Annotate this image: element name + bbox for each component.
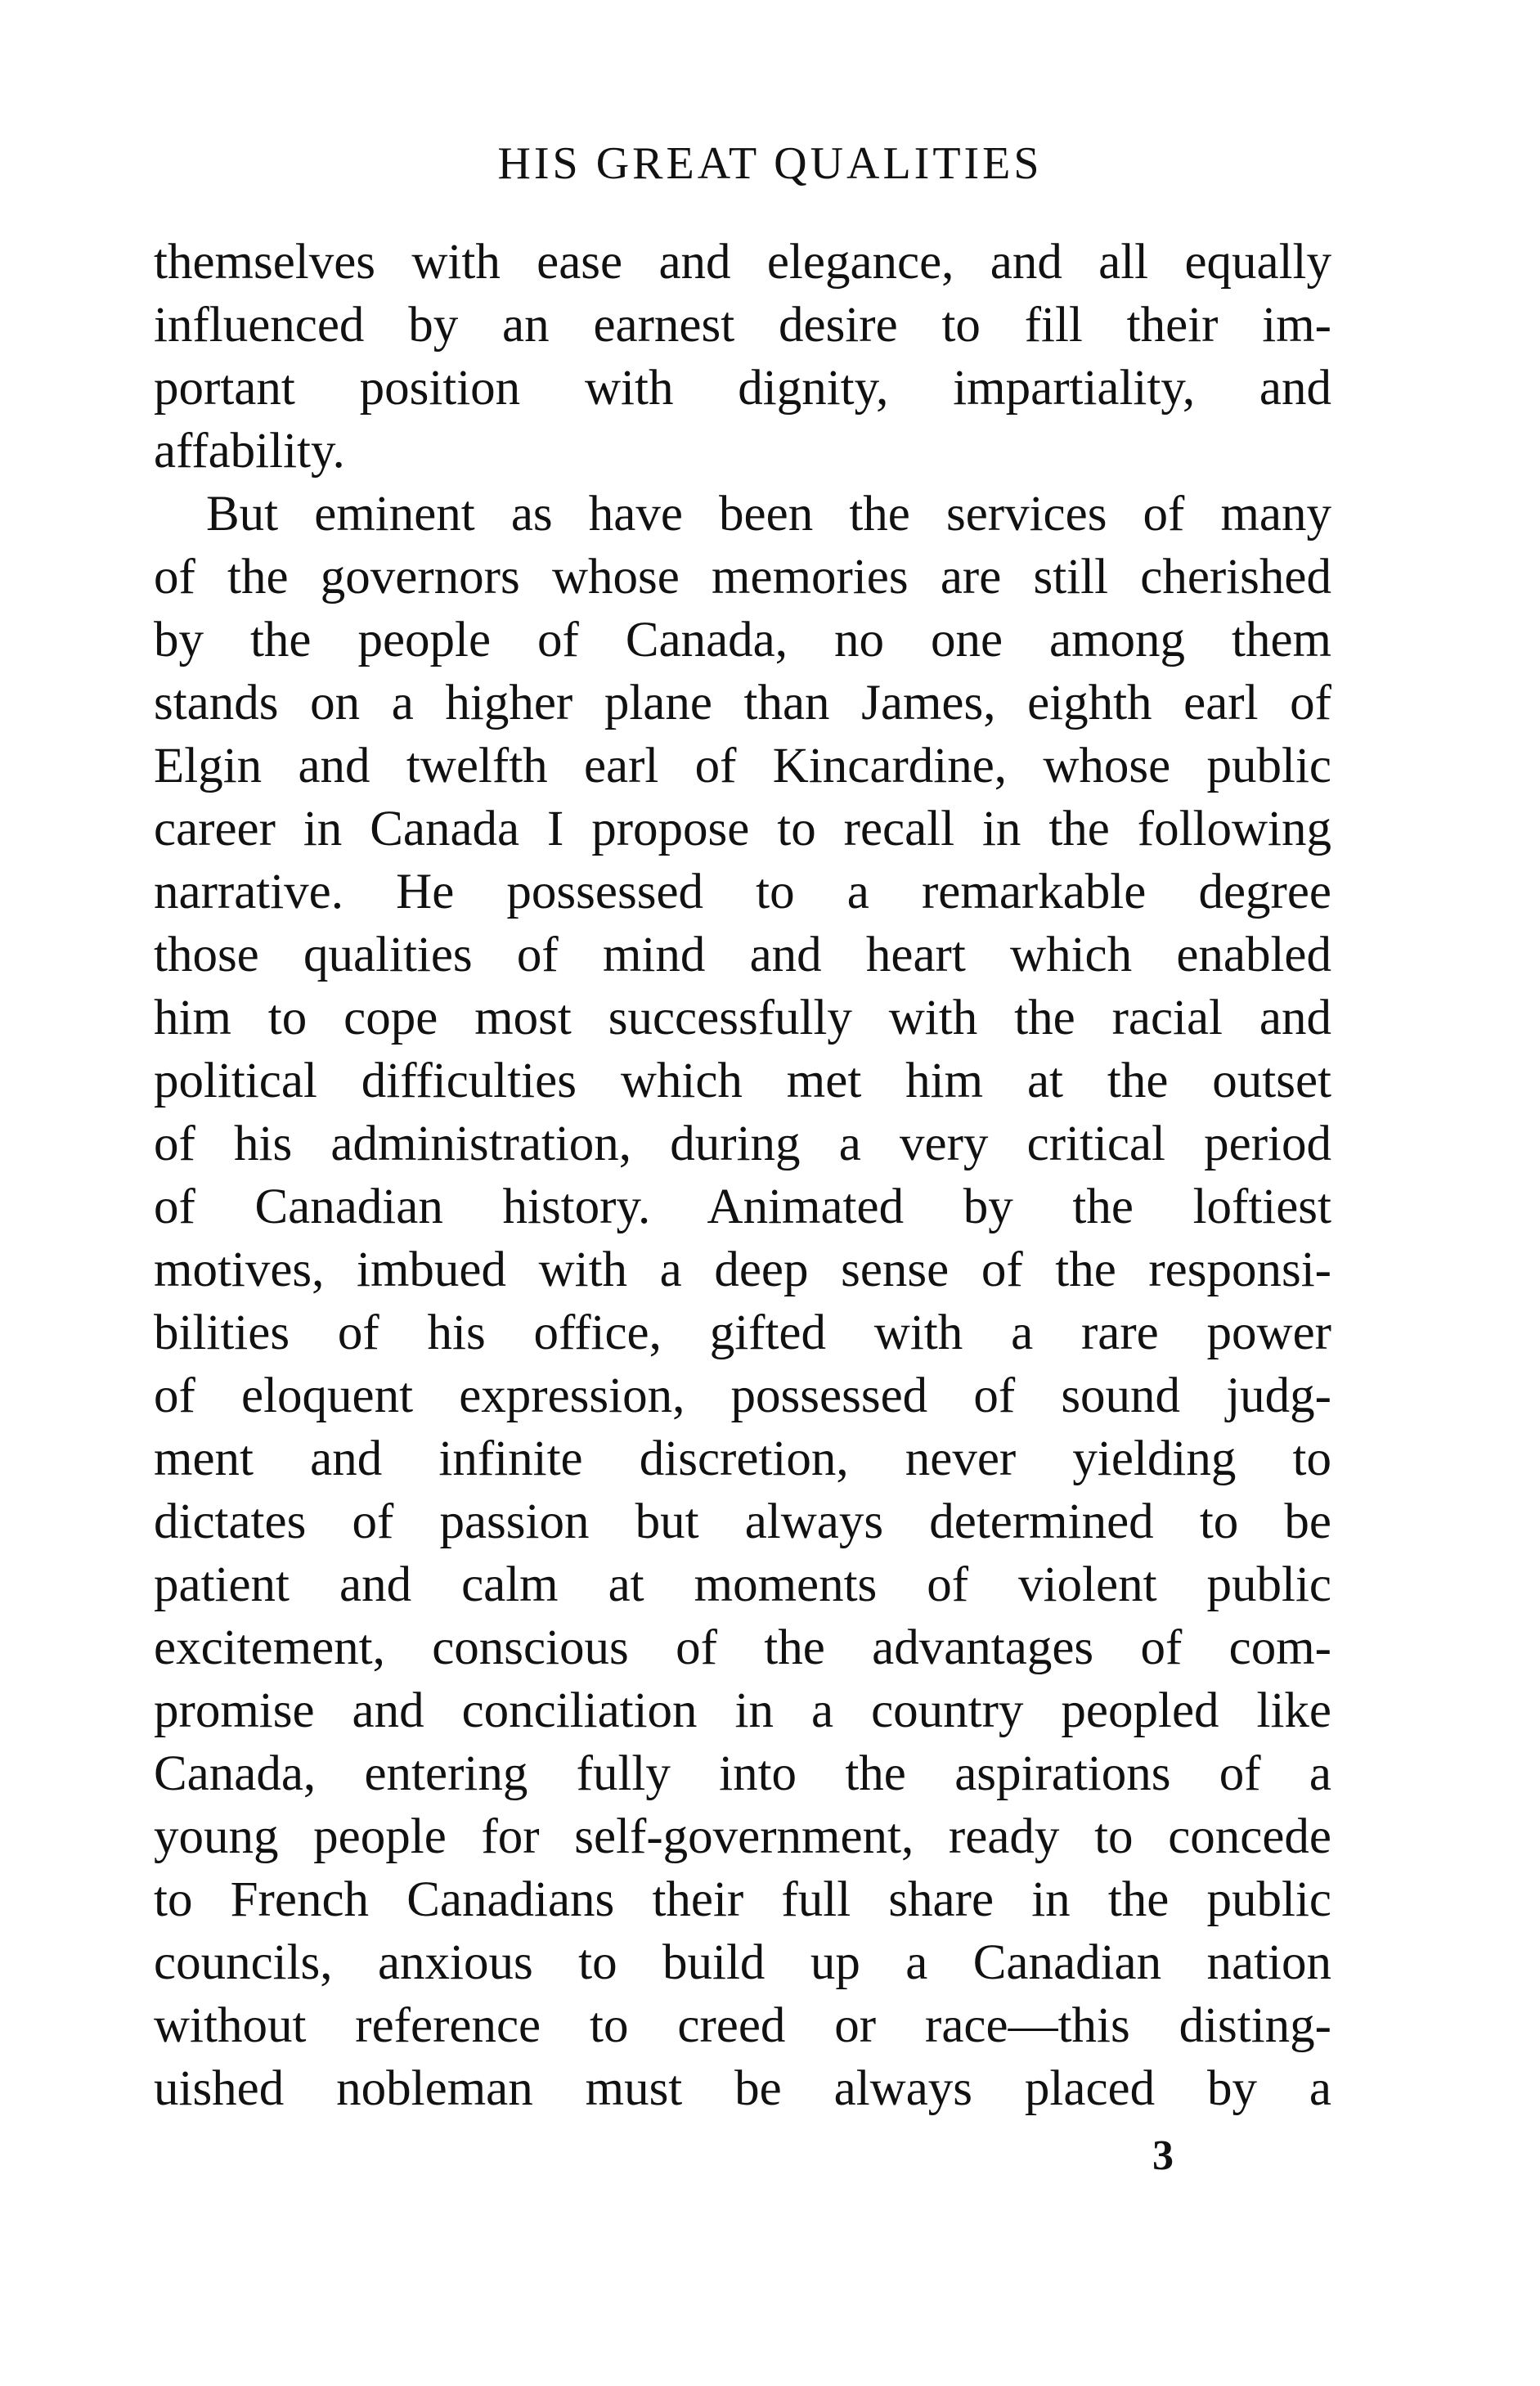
text-line: narrative. He possessed to a remarkable degree (154, 865, 1331, 919)
text-line: promise and conciliation in a country peopled like (154, 1683, 1331, 1738)
text-line: influenced by an earnest desire to fill their im- (154, 298, 1331, 353)
text-line: by the people of Canada, no one among them (154, 613, 1331, 667)
text-line: councils, anxious to build up a Canadian nation (154, 1935, 1331, 1990)
paragraph-start-line: But eminent as have been the services of many (206, 487, 1331, 541)
text-line: excitement, conscious of the advantages of com- (154, 1620, 1331, 1675)
text-line: Elgin and twelfth earl of Kincardine, whose public (154, 739, 1331, 793)
text-line: themselves with ease and elegance, and all equally (154, 235, 1331, 290)
text-line: bilities of his office, gifted with a rare power (154, 1305, 1331, 1360)
body-text (154, 231, 1331, 2120)
text-line: of his administration, during a very critical period (154, 1117, 1331, 1171)
text-line: affability. (154, 424, 345, 479)
text-line: stands on a higher plane than James, eighth earl of (154, 676, 1331, 730)
text-line: without reference to creed or race—this disting- (154, 1998, 1331, 2053)
text-line: of the governors whose memories are still cherished (154, 550, 1331, 604)
text-line: patient and calm at moments of violent public (154, 1557, 1331, 1612)
text-line: Canada, entering fully into the aspirations of a (154, 1746, 1331, 1801)
running-head: HIS GREAT QUALITIES (497, 138, 1043, 189)
page-number: 3 (1152, 2132, 1174, 2179)
text-line: young people for self-government, ready to concede (154, 1809, 1331, 1864)
text-line: those qualities of mind and heart which enabled (154, 928, 1331, 982)
text-line: of eloquent expression, possessed of sound judg- (154, 1368, 1331, 1423)
text-line: career in Canada I propose to recall in the following (154, 802, 1331, 856)
text-line: political difficulties which met him at the outset (154, 1054, 1331, 1108)
text-line: portant position with dignity, impartiality, and (154, 361, 1331, 416)
text-line: uished nobleman must be always placed by a (154, 2061, 1331, 2116)
text-line: him to cope most successfully with the racial and (154, 991, 1331, 1045)
text-line: ment and infinite discretion, never yielding to (154, 1431, 1331, 1486)
text-line: of Canadian history. Animated by the loftiest (154, 1180, 1331, 1234)
text-line: to French Canadians their full share in the public (154, 1872, 1331, 1927)
text-line: dictates of passion but always determined to be (154, 1494, 1331, 1549)
text-line: motives, imbued with a deep sense of the responsi- (154, 1242, 1331, 1297)
